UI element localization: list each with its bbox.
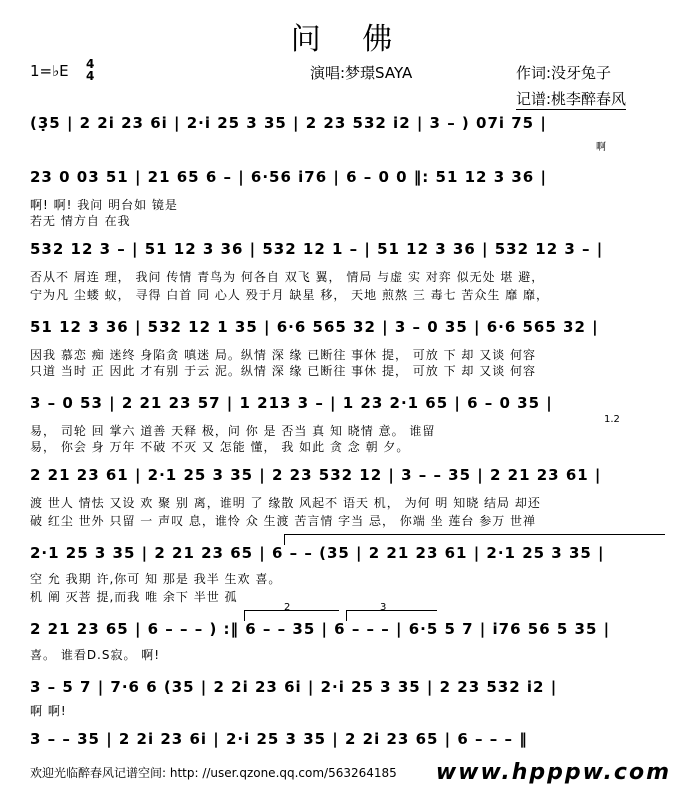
row-1-mark: 啊 <box>596 142 606 153</box>
row-2-lyric-1: 啊! 啊! 我问 明台如 镜是 <box>30 198 178 212</box>
score-row-4: 51 12 3 36 | 532 12 1 35 | 6·6 565 32 | 3 – 0 35 | 6·6 565 32 | <box>30 318 599 336</box>
row-4-lyric-2: 只道 当时 正 因此 才有别 于云 泥。纵情 深 缘 已断往 事休 提， 可放 下 却 又谈 何容 <box>30 364 537 378</box>
score-row-1: (3̣5 | 2 2i 23 6i | 2·i 25 3 35 | 2 23 532 i2 | 3 – ) 07i 75 | <box>30 114 547 132</box>
row-5-lyric-1: 易， 司轮 回 掌六 道善 天释 极，问 你 是 否当 真 知 晓情 意。 谁留 <box>30 424 436 438</box>
row-3-lyric-2: 宁为凡 尘蝼 蚁， 寻得 白首 同 心人 殁于月 缺星 移， 天地 煎熬 三 毒七 苦众生 靡 靡， <box>30 288 550 302</box>
row-6-lyric-1: 渡 世人 情怯 又设 欢 聚 别 离，谁明 了 缘散 风起不 语天 机， 为何 明 知晓 结局 却还 <box>30 496 541 510</box>
row-5-lyric-2: 易， 你会 身 万年 不破 不灭 又 怎能 懂， 我 如此 贪 念 朝 夕。 <box>30 440 410 454</box>
lyricist: 作词:没牙兔子 <box>516 64 612 82</box>
score-row-3: 532 12 3 – | 51 12 3 36 | 532 12 1 – | 51 12 3 36 | 532 12 3 – | <box>30 240 604 258</box>
score-row-8: 2 21 23 65 | 6 – – – ) :‖ 6 – – 35 | 6 – – – | 6·5 5 7 | i76 56 5 35 | <box>30 620 611 638</box>
row-7-lyric-2: 机 阐 灭菩 提,而我 唯 余下 半世 孤 <box>30 590 238 604</box>
score-row-6: 2 21 23 61 | 2·1 25 3 35 | 2 23 532 12 | 3 – – 35 | 2 21 23 61 | <box>30 466 602 484</box>
row-4-lyric-1: 因我 慕恋 痴 迷终 身陷贪 嗔迷 局。纵情 深 缘 已断往 事休 提， 可放 下 却 又谈 何容 <box>30 348 537 362</box>
row-7-lyric-1: 空 允 我期 许,你可 知 那是 我半 生欢 喜。 <box>30 572 282 586</box>
row-9-lyric-1: 啊 啊! <box>30 704 67 718</box>
score-row-9: 3 – 5 7 | 7·6 6 (35 | 2 2i 23 6i | 2·i 25 3 35 | 2 23 532 i2 | <box>30 678 558 696</box>
score-row-7: 2·1 25 3 35 | 2 21 23 65 | 6 – – (35 | 2 21 23 61 | 2·1 25 3 35 | <box>30 544 605 562</box>
row-3-lyric-1: 否从不 屑连 理， 我问 传情 青鸟为 何各自 双飞 翼， 情局 与虚 实 对弈 似无处 堪 避， <box>30 270 545 284</box>
score-row-10: 3 – – 35 | 2 2i 23 6i | 2·i 25 3 35 | 2 2i 23 65 | 6 – – – ‖ <box>30 730 528 748</box>
volta-1-2-label: 1.2 <box>604 414 620 425</box>
key-signature: 1=♭E <box>30 62 69 80</box>
page-title: 问 佛 <box>290 22 409 57</box>
brand-watermark: www.hpppw.com <box>435 760 671 785</box>
footer-text: 欢迎光临醉春风记谱空间: http: //user.qzone.qq.com/563264185 <box>30 766 397 780</box>
volta-3-label: 3 <box>380 602 387 613</box>
singer: 演唱:梦璟SAYA <box>310 64 413 82</box>
time-signature-top: 4 <box>86 57 95 71</box>
score-row-5: 3 – 0 53 | 2 21 23 57 | 1 213 3 – | 1 23 2·1 65 | 6 – 0 35 | <box>30 394 553 412</box>
time-signature-bottom: 4 <box>86 69 95 83</box>
score-row-2: 23 0 03 51 | 21 65 6 – | 6·56 i76 | 6 – 0 0 ‖: 51 12 3 36 | <box>30 168 547 186</box>
transcriber: 记谱:桃李醉春风 <box>516 90 627 108</box>
row-8-lyric-1: 喜。 谁看D.S寂。 啊! <box>30 648 161 662</box>
row-2-lyric-2: 若无 情方自 在我 <box>30 214 131 228</box>
time-signature <box>86 58 94 82</box>
volta-2-label: 2 <box>284 602 291 613</box>
row-6-lyric-2: 破 红尘 世外 只留 一 声叹 息，谁怜 众 生渡 苦言情 字当 忌， 你端 坐 莲台 参万 世禅 <box>30 514 537 528</box>
